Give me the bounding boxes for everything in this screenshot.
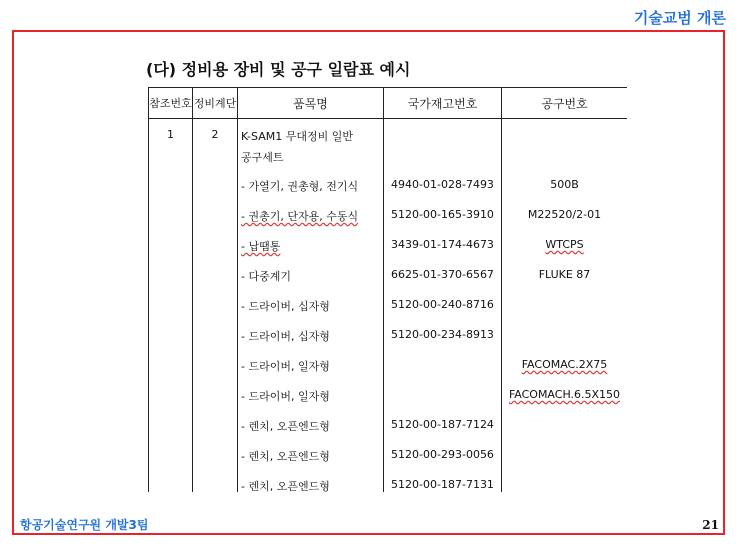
name-text: - 권총기, 단자용, 수동식 <box>241 210 359 223</box>
tool-text: FACOMACH.6.5X150 <box>508 388 621 401</box>
nsn-cell <box>384 388 502 418</box>
name-cell: - 가열기, 권총형, 전기식 <box>238 178 384 208</box>
nsn-cell <box>384 128 502 178</box>
nsn-cell: 4940-01-028-7493 <box>384 178 502 208</box>
col-header-ref: 참조번호 <box>149 88 193 119</box>
col-header-name: 품목명 <box>238 88 384 119</box>
table-row <box>149 128 628 178</box>
name-text: - 납땜통 <box>241 240 281 253</box>
table-row <box>149 358 628 388</box>
tool-cell: M22520/2-01 <box>502 208 628 238</box>
name-cell: - 다중계기 <box>238 268 384 298</box>
table-row <box>149 448 628 478</box>
nsn-cell: 5120-00-234-8913 <box>384 328 502 358</box>
nsn-cell: 3439-01-174-4673 <box>384 238 502 268</box>
table-row <box>149 178 628 208</box>
name-cell <box>238 208 384 238</box>
name-cell: - 렌치, 오픈엔드형 <box>238 448 384 478</box>
name-line-1: K-SAM1 무대정비 일반 <box>241 130 353 143</box>
name-cell <box>238 238 384 268</box>
tool-text: WTCPS <box>545 238 584 251</box>
tool-cell <box>502 388 628 418</box>
nsn-cell: 5120-00-187-7131 <box>384 478 502 492</box>
nsn-cell <box>384 358 502 388</box>
tool-cell <box>502 238 628 268</box>
name-cell: - 렌치, 오픈엔드형 <box>238 418 384 448</box>
level-cell: 2 <box>193 128 238 178</box>
name-cell: - 드라이버, 일자형 <box>238 358 384 388</box>
table-row <box>149 208 628 238</box>
tool-cell <box>502 328 628 358</box>
name-cell: - 드라이버, 십자형 <box>238 328 384 358</box>
col-header-nsn: 국가재고번호 <box>384 88 502 119</box>
equipment-table-container <box>148 87 627 492</box>
table-row <box>149 238 628 268</box>
document-header-title: 기술교범 개론 <box>633 9 726 27</box>
col-header-level: 정비계단 <box>193 88 238 119</box>
table-row <box>149 268 628 298</box>
tool-cell <box>502 478 628 492</box>
table-spacer-row <box>149 119 628 129</box>
tool-cell <box>502 448 628 478</box>
name-cell: - 렌치, 오픈엔드형 <box>238 478 384 492</box>
name-cell <box>238 128 384 178</box>
tool-cell: FLUKE 87 <box>502 268 628 298</box>
nsn-cell: 5120-00-293-0056 <box>384 448 502 478</box>
table-row <box>149 418 628 448</box>
tool-text: FACOMAC.2X75 <box>521 358 608 371</box>
table-row <box>149 478 628 492</box>
table-row <box>149 328 628 358</box>
tool-cell <box>502 418 628 448</box>
footer-organization: 항공기술연구원 개발3팀 <box>20 518 149 532</box>
name-cell: - 드라이버, 십자형 <box>238 298 384 328</box>
tool-cell <box>502 128 628 178</box>
nsn-cell: 6625-01-370-6567 <box>384 268 502 298</box>
table-row <box>149 298 628 328</box>
tool-cell: 500B <box>502 178 628 208</box>
nsn-cell: 5120-00-187-7124 <box>384 418 502 448</box>
page-number: 21 <box>702 518 719 532</box>
name-cell: - 드라이버, 일자형 <box>238 388 384 418</box>
tool-cell <box>502 358 628 388</box>
ref-cell: 1 <box>149 128 193 178</box>
col-header-tool: 공구번호 <box>502 88 628 119</box>
tool-cell <box>502 298 628 328</box>
nsn-cell: 5120-00-165-3910 <box>384 208 502 238</box>
table-header-row <box>149 88 628 119</box>
section-title: (다) 정비용 장비 및 공구 일람표 예시 <box>146 60 411 79</box>
table-row <box>149 388 628 418</box>
name-line-2: 공구세트 <box>241 151 284 164</box>
nsn-cell: 5120-00-240-8716 <box>384 298 502 328</box>
equipment-table <box>148 87 627 492</box>
